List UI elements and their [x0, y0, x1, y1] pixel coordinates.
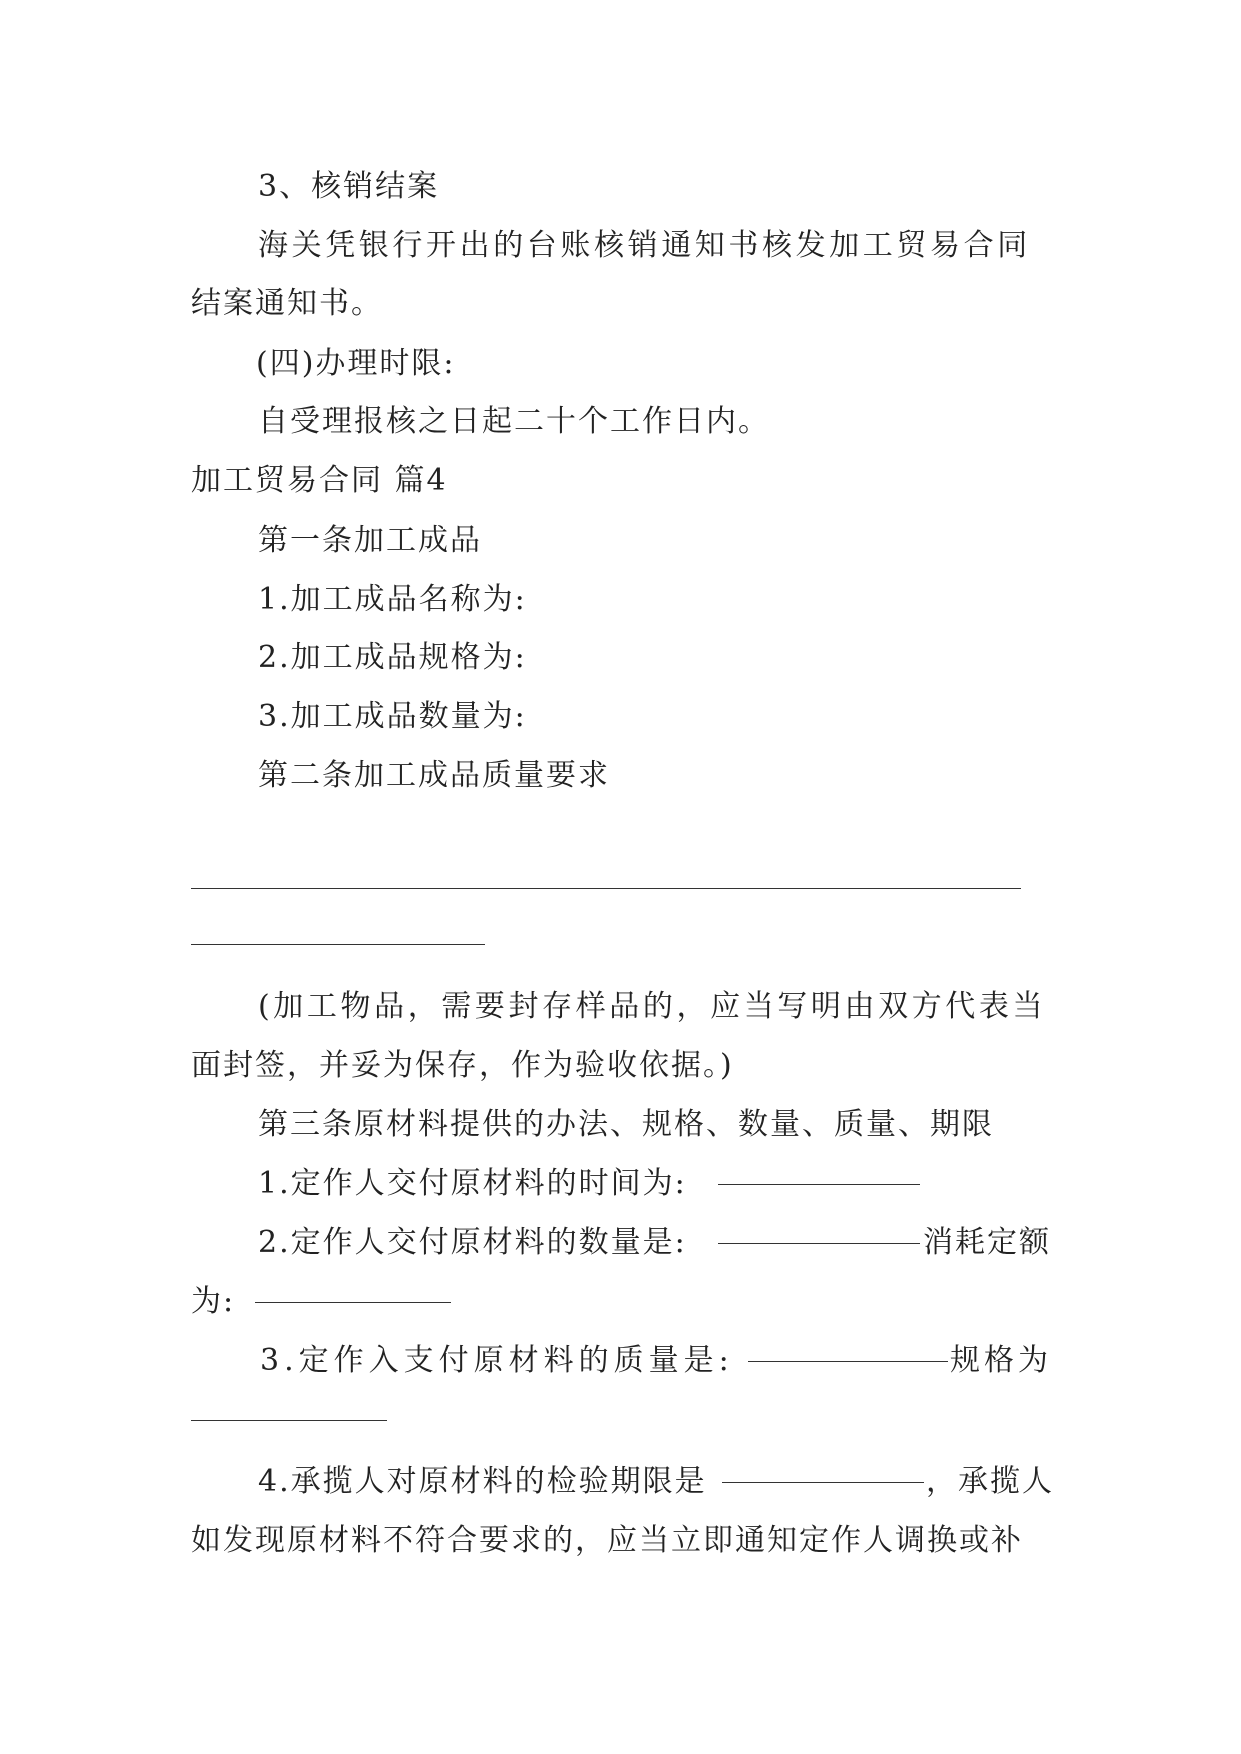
paragraph-line: (加工物品，需要封存样品的，应当写明由双方代表当: [258, 989, 1047, 1024]
blank-fill-line: [718, 1184, 920, 1185]
article-heading: 第三条原材料提供的办法、规格、数量、质量、期限: [258, 1107, 994, 1142]
contract-title: 加工贸易合同 篇4: [191, 463, 448, 498]
blank-fill-line: [722, 1482, 924, 1483]
list-item: 1.定作人交付原材料的时间为:: [258, 1166, 687, 1201]
blank-fill-line: [191, 944, 485, 945]
section-heading: (四)办理时限:: [256, 346, 456, 381]
blank-fill-line: [748, 1361, 948, 1362]
section-heading: 3、核销结案: [258, 169, 440, 204]
paragraph-line: 如发现原材料不符合要求的，应当立即通知定作人调换或补: [191, 1523, 1023, 1558]
paragraph-line: 面封签，并妥为保存，作为验收依据。): [191, 1048, 734, 1083]
list-item: 3.加工成品数量为:: [258, 699, 527, 734]
list-item: 4.承揽人对原材料的检验期限是: [258, 1464, 707, 1499]
list-item-continuation: ，承揽人: [926, 1464, 1054, 1499]
list-item: 2.定作人交付原材料的数量是:: [258, 1225, 687, 1260]
blank-fill-line: [255, 1302, 451, 1303]
paragraph-line: 结案通知书。: [191, 286, 383, 321]
blank-fill-line: [191, 1420, 387, 1421]
article-heading: 第一条加工成品: [258, 523, 482, 558]
blank-fill-line: [718, 1243, 920, 1244]
paragraph-line: 海关凭银行开出的台账核销通知书核发加工贸易合同: [258, 228, 1031, 263]
list-item: 2.加工成品规格为:: [258, 640, 527, 675]
list-item-continuation: 为:: [191, 1284, 236, 1319]
list-item-continuation: 规格为: [950, 1343, 1052, 1378]
list-item: 1.加工成品名称为:: [258, 582, 527, 617]
list-item: 3.定作入支付原材料的质量是:: [260, 1343, 734, 1378]
list-item-continuation: 消耗定额: [923, 1225, 1051, 1260]
blank-fill-line: [191, 888, 1021, 889]
paragraph-line: 自受理报核之日起二十个工作日内。: [258, 404, 770, 439]
article-heading: 第二条加工成品质量要求: [258, 758, 610, 793]
